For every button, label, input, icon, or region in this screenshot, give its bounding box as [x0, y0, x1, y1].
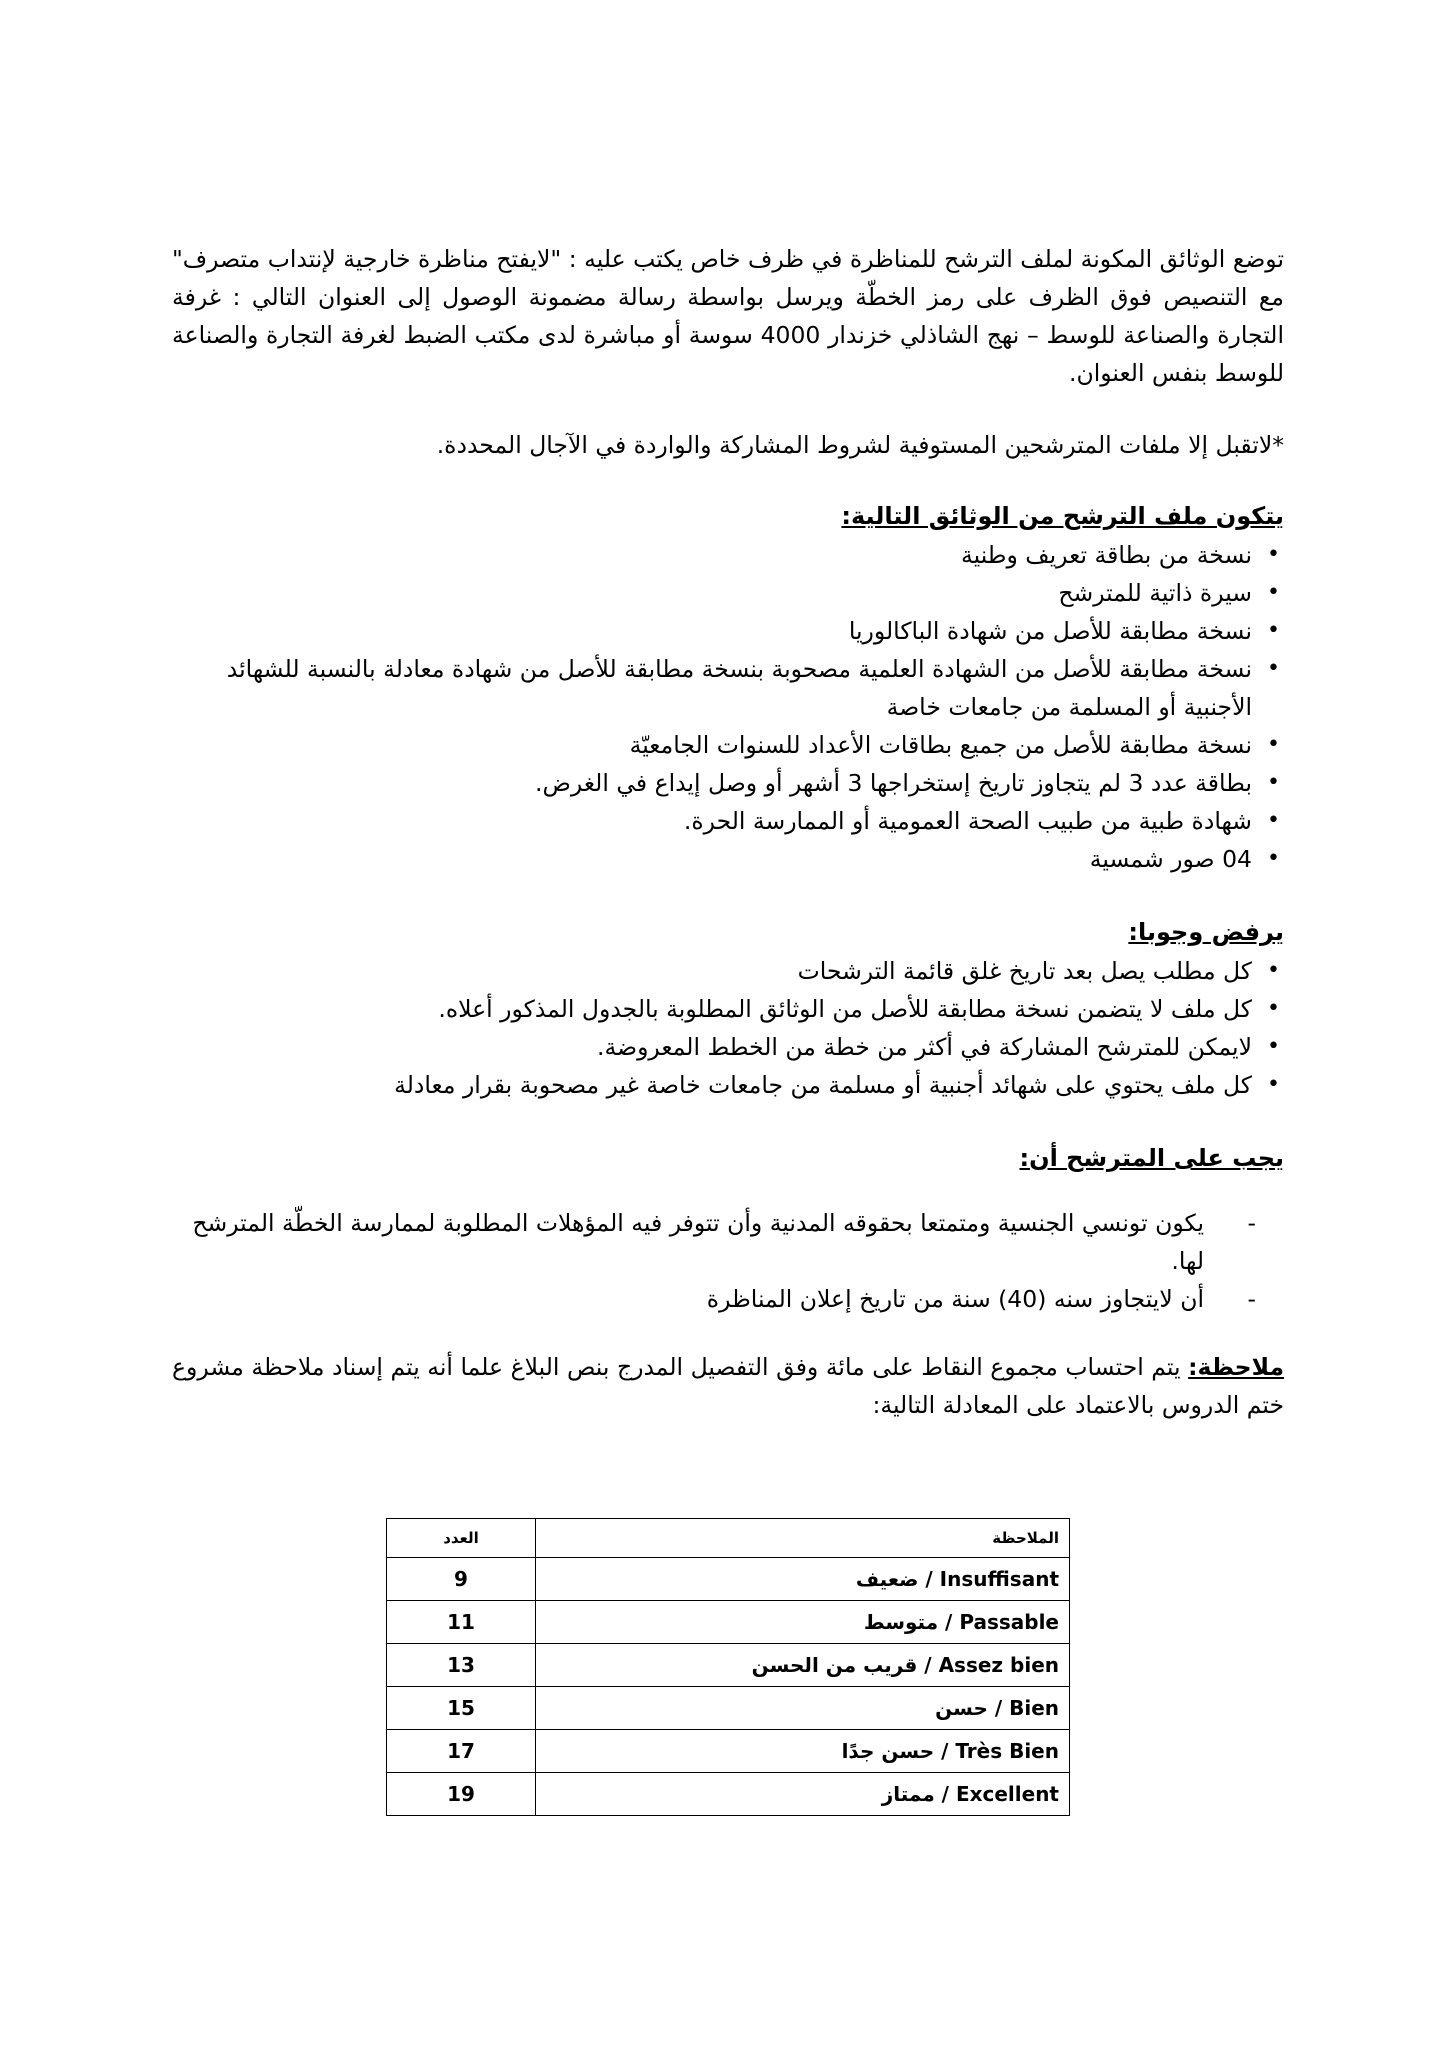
- list-item: • كل مطلب يصل بعد تاريخ غلق قائمة الترشحات: [172, 952, 1252, 990]
- header-number: العدد: [387, 1519, 536, 1558]
- grade-number: 13: [387, 1644, 536, 1687]
- remark-text: يتم احتساب مجموع النقاط على مائة وفق التفصيل المدرج بنص البلاغ علما أنه يتم إسناد ملاحظة مشروع ختم الدروس بالاعتماد على المعادلة التالية:: [172, 1353, 1284, 1419]
- list-item: • بطاقة عدد 3 لم يتجاوز تاريخ إستخراجها 3 أشهر أو وصل إيداع في الغرض.: [172, 764, 1252, 802]
- acceptance-note: *لاتقبل إلا ملفات المترشحين المستوفية لشروط المشاركة والواردة في الآجال المحددة.: [436, 431, 1284, 459]
- grade-label: Passable / متوسط: [536, 1601, 1070, 1644]
- table-row: [387, 1558, 1070, 1601]
- table-row: [387, 1601, 1070, 1644]
- header-label: الملاحظة: [536, 1519, 1070, 1558]
- grade-label: Très Bien / حسن جدًا: [536, 1730, 1070, 1773]
- table-row: [387, 1730, 1070, 1773]
- documents-heading: يتكون ملف الترشح من الوثائق التالية:: [841, 502, 1284, 530]
- table-header-row: [387, 1519, 1070, 1558]
- grade-label: Excellent / ممتاز: [536, 1773, 1070, 1816]
- grade-label: Insuffisant / ضعيف: [536, 1558, 1070, 1601]
- rejection-heading: يرفض وجوبا:: [1128, 918, 1284, 946]
- list-item: • نسخة مطابقة للأصل من جميع بطاقات الأعداد للسنوات الجامعيّة: [172, 726, 1252, 764]
- grades-table: [386, 1518, 1070, 1816]
- list-item: - أن لايتجاوز سنه (40) سنة من تاريخ إعلان المناظرة: [172, 1280, 1204, 1318]
- list-item: • كل ملف يحتوي على شهائد أجنبية أو مسلمة من جامعات خاصة غير مصحوبة بقرار معادلة: [172, 1066, 1252, 1104]
- table-row: [387, 1687, 1070, 1730]
- grade-number: 11: [387, 1601, 536, 1644]
- list-item: • نسخة مطابقة للأصل من الشهادة العلمية مصحوبة بنسخة مطابقة للأصل من شهادة معادلة بالنسبة للشهائد الأجنبية أو المسلمة من جامعات خاصة: [172, 650, 1252, 726]
- list-item: • سيرة ذاتية للمترشح: [172, 574, 1252, 612]
- documents-list: [172, 536, 1284, 878]
- grade-number: 19: [387, 1773, 536, 1816]
- list-item: • شهادة طبية من طبيب الصحة العمومية أو الممارسة الحرة.: [172, 802, 1252, 840]
- list-item: • نسخة مطابقة للأصل من شهادة الباكالوريا: [172, 612, 1252, 650]
- requirements-list: [172, 1204, 1284, 1318]
- table-row: [387, 1644, 1070, 1687]
- grade-label: Bien / حسن: [536, 1687, 1070, 1730]
- table-row: [387, 1773, 1070, 1816]
- list-item: • نسخة من بطاقة تعريف وطنية: [172, 536, 1252, 574]
- grade-number: 15: [387, 1687, 536, 1730]
- list-item: - يكون تونسي الجنسية ومتمتعا بحقوقه المدنية وأن تتوفر فيه المؤهلات المطلوبة لممارسة الخطّة المترشح لها.: [172, 1204, 1204, 1280]
- document-body: [172, 240, 1284, 1424]
- intro-paragraph: توضع الوثائق المكونة لملف الترشح للمناظرة في ظرف خاص يكتب عليه : "لايفتح مناظرة خارجية لإنتداب متصرف" مع التنصيص فوق الظرف على رمز الخطّة ويرسل بواسطة رسالة مضمونة الوصول إلى العنوان التالي : غرفة التجارة والصناعة للوسط – نهج الشاذلي خزندار 4000 سوسة أو مباشرة لدى مكتب الضبط لغرفة التجارة والصناعة للوسط بنفس العنوان.: [172, 245, 1284, 387]
- grade-number: 17: [387, 1730, 536, 1773]
- remark-paragraph: [172, 1348, 1284, 1424]
- list-item: • لايمكن للمترشح المشاركة في أكثر من خطة من الخطط المعروضة.: [172, 1028, 1252, 1066]
- grade-number: 9: [387, 1558, 536, 1601]
- list-item: • 04 صور شمسية: [172, 840, 1252, 878]
- requirements-heading: يجب على المترشح أن:: [1019, 1144, 1284, 1172]
- rejection-list: [172, 952, 1284, 1104]
- list-item: • كل ملف لا يتضمن نسخة مطابقة للأصل من الوثائق المطلوبة بالجدول المذكور أعلاه.: [172, 990, 1252, 1028]
- grade-label: Assez bien / قريب من الحسن: [536, 1644, 1070, 1687]
- remark-label: ملاحظة:: [1188, 1353, 1284, 1381]
